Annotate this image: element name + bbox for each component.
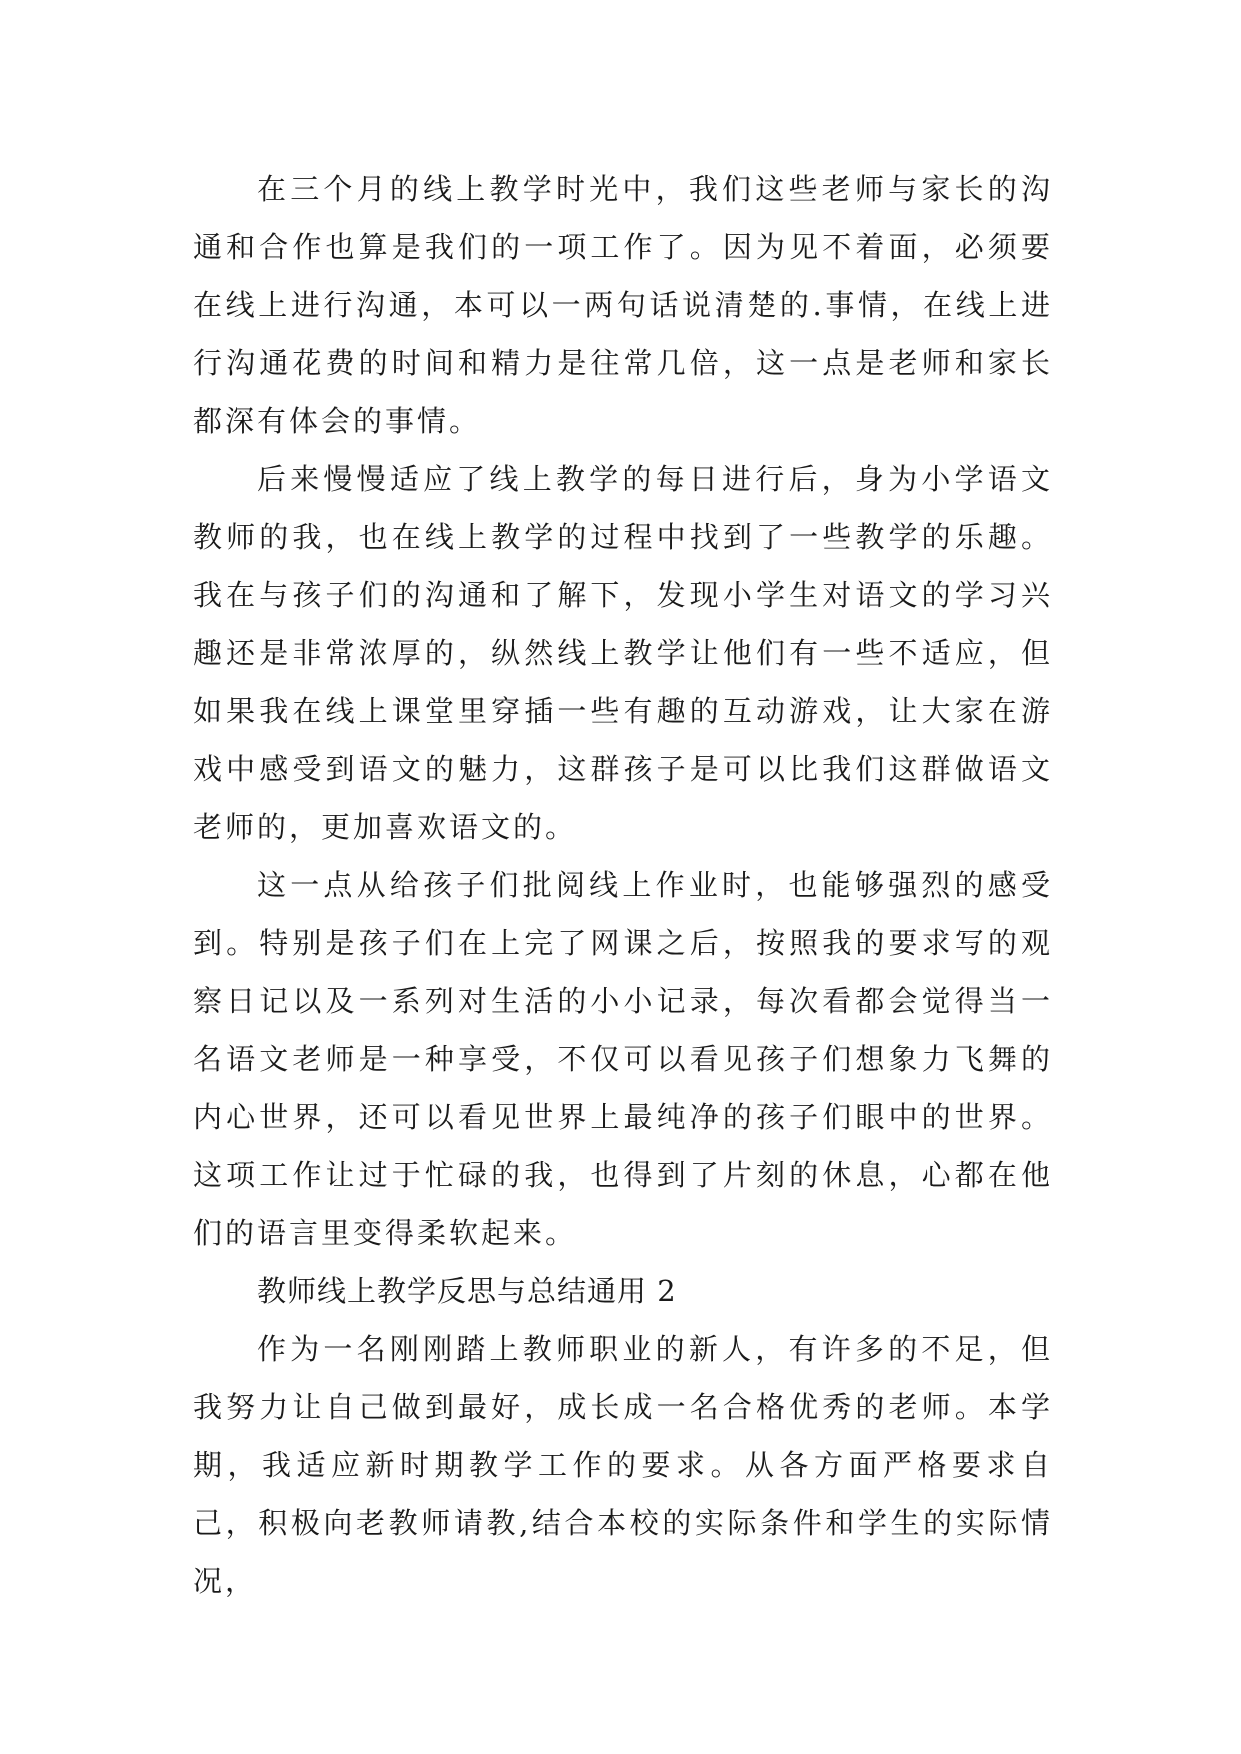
- section-paragraph-1: 作为一名刚刚踏上教师职业的新人，有许多的不足，但我努力让自己做到最好，成长成一名合格优秀的老师。本学期，我适应新时期教学工作的要求。从各方面严格要求自己，积极向老教师请教,结合本校的实际条件和学生的实际情况，: [193, 1332, 1053, 1598]
- paragraph-2: 后来慢慢适应了线上教学的每日进行后，身为小学语文教师的我，也在线上教学的过程中找到了一些教学的乐趣。我在与孩子们的沟通和了解下，发现小学生对语文的学习兴趣还是非常浓厚的，纵然线上教学让他们有一些不适应，但如果我在线上课堂里穿插一些有趣的互动游戏，让大家在游戏中感受到语文的魅力，这群孩子是可以比我们这群做语文老师的，更加喜欢语文的。: [193, 462, 1053, 844]
- document-body: [193, 160, 1053, 1610]
- section-heading: 教师线上教学反思与总结通用 2: [257, 1274, 677, 1308]
- paragraph-3: 这一点从给孩子们批阅线上作业时，也能够强烈的感受到。特别是孩子们在上完了网课之后，按照我的要求写的观察日记以及一系列对生活的小小记录，每次看都会觉得当一名语文老师是一种享受，不仅可以看见孩子们想象力飞舞的内心世界，还可以看见世界上最纯净的孩子们眼中的世界。这项工作让过于忙碌的我，也得到了片刻的休息，心都在他们的语言里变得柔软起来。: [193, 868, 1053, 1250]
- paragraph-1: 在三个月的线上教学时光中，我们这些老师与家长的沟通和合作也算是我们的一项工作了。因为见不着面，必须要在线上进行沟通，本可以一两句话说清楚的.事情，在线上进行沟通花费的时间和精力是往常几倍，这一点是老师和家长都深有体会的事情。: [193, 172, 1053, 438]
